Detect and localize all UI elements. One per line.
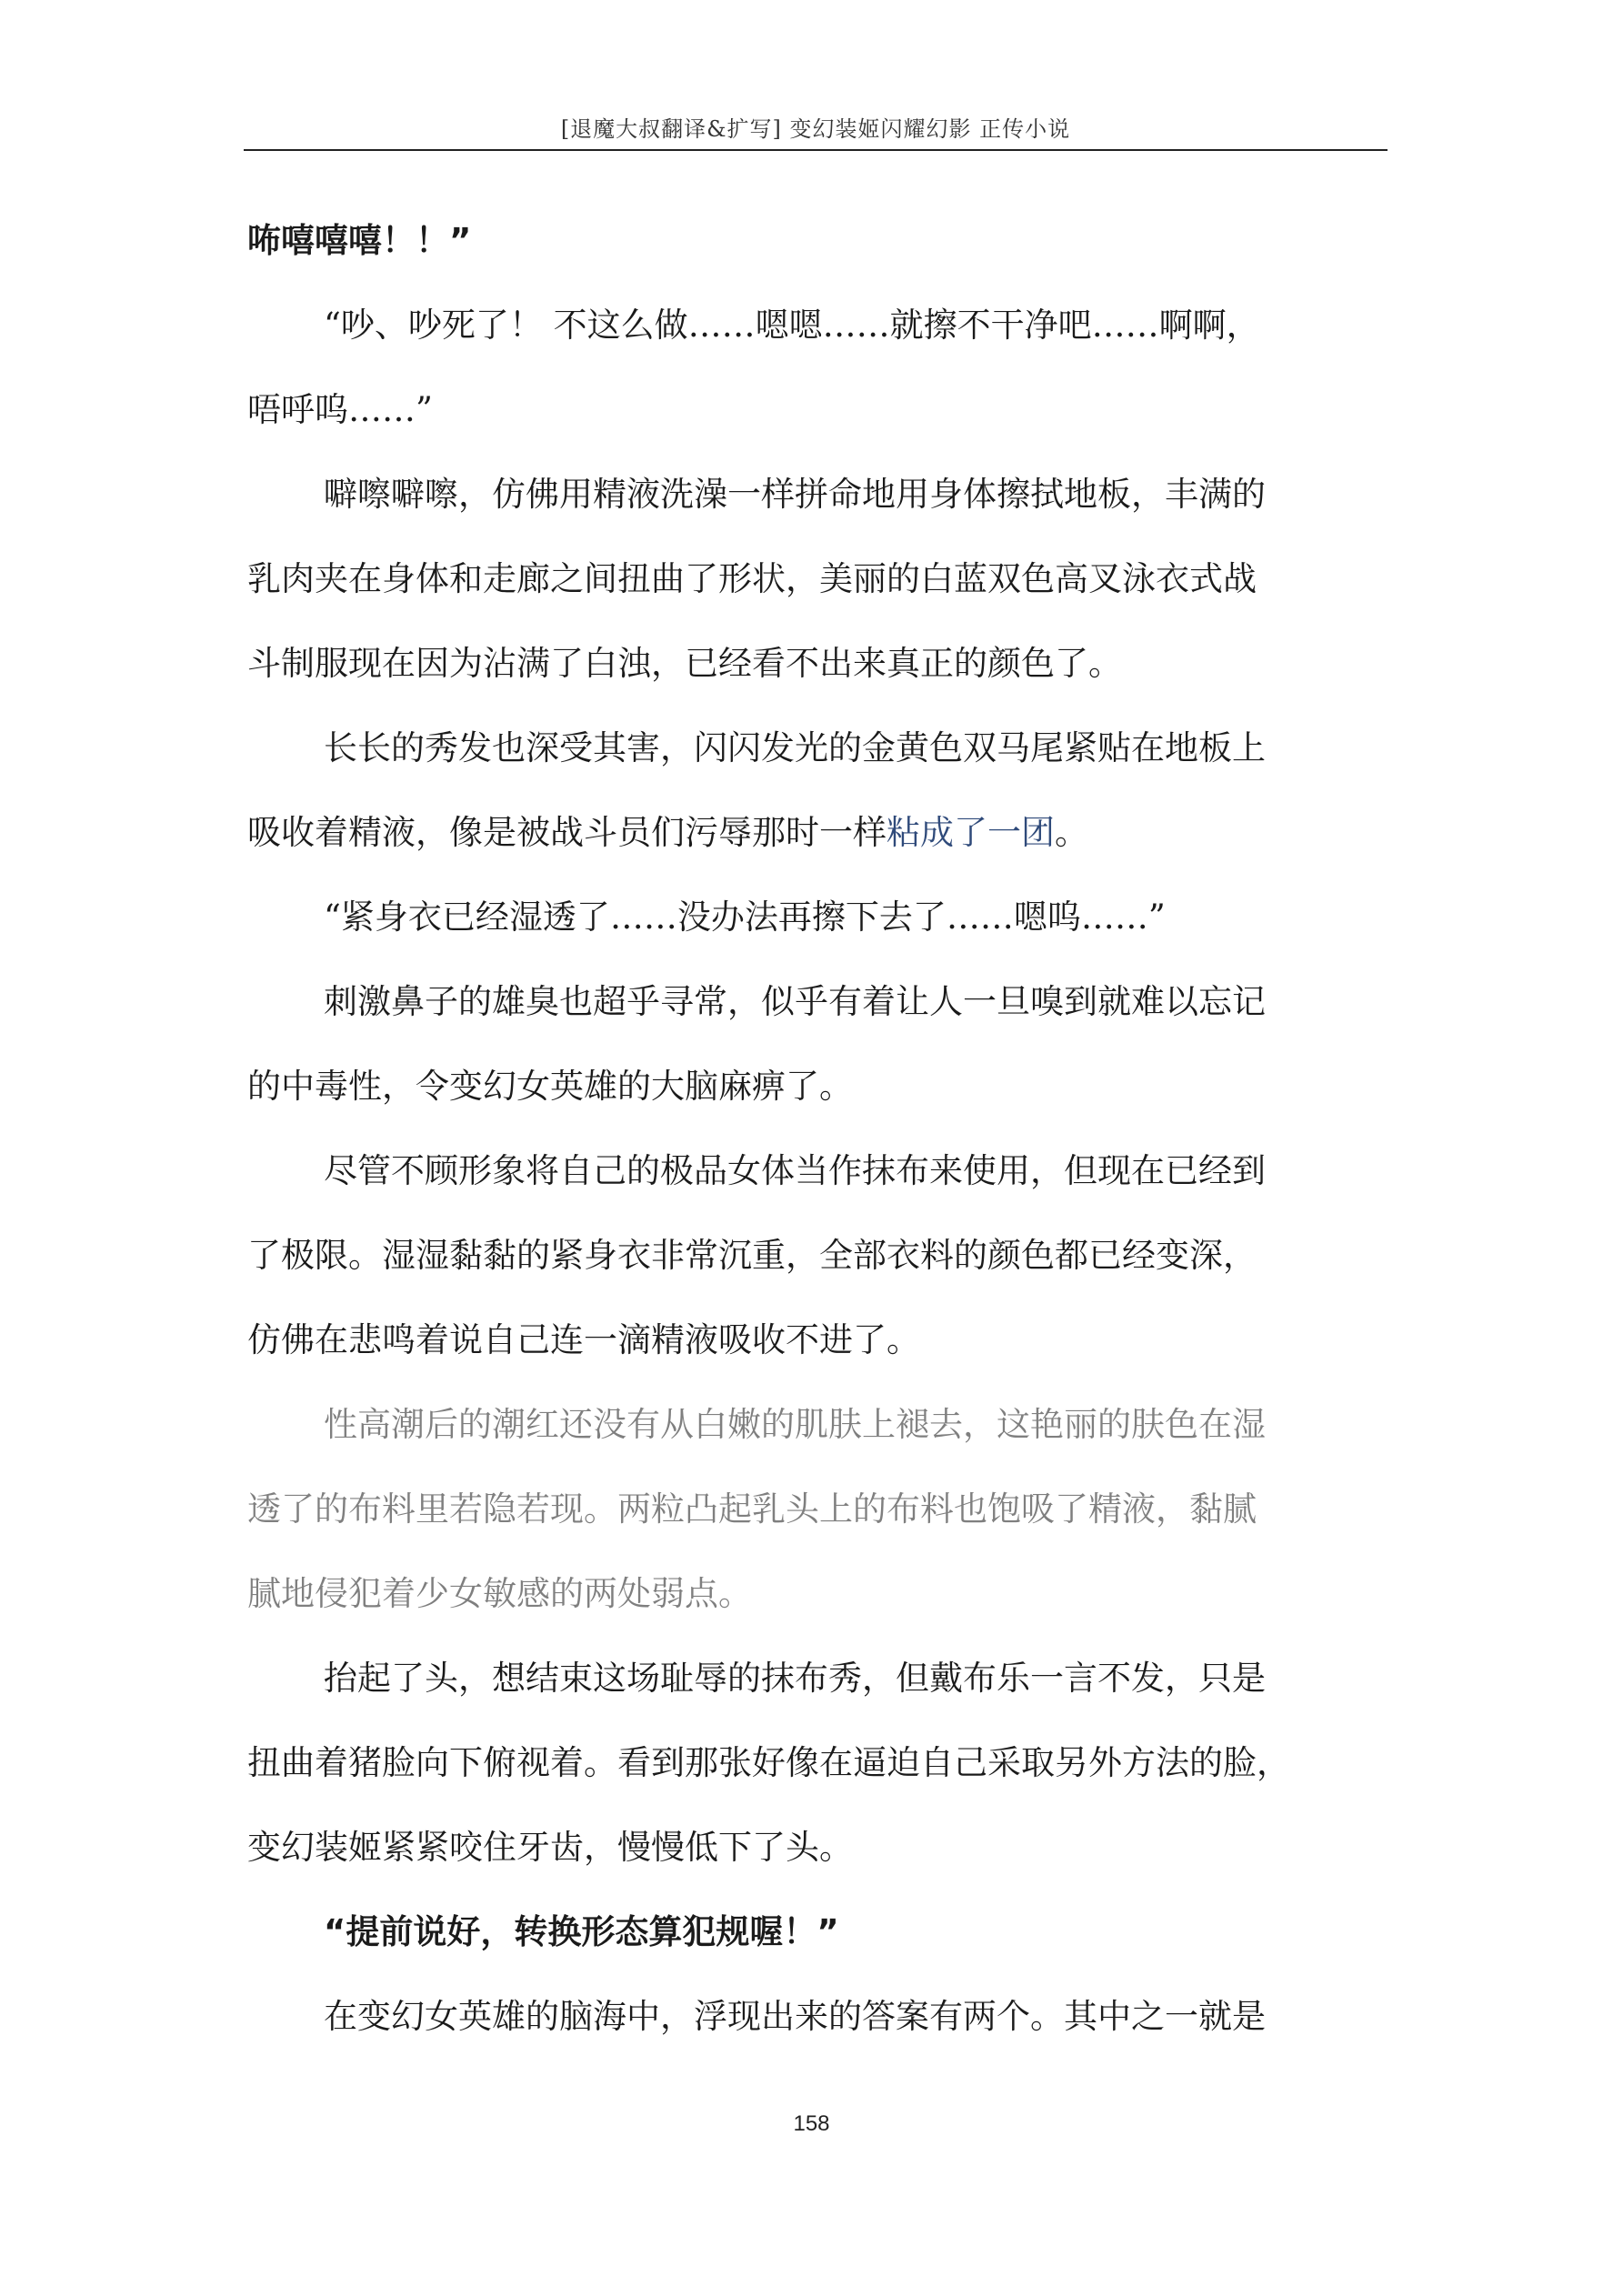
text-line-15: 性高潮后的潮红还没有从白嫩的肌肤上褪去，这艳丽的肤色在湿	[324, 1405, 1266, 1444]
text-line-17: 腻地侵犯着少女敏感的两处弱点。	[247, 1574, 752, 1613]
text-line-10: 刺激鼻子的雄臭也超乎寻常，似乎有着让人一旦嗅到就难以忘记	[324, 982, 1266, 1021]
text-line-12: 尽管不顾形象将自己的极品女体当作抹布来使用，但现在已经到	[324, 1151, 1266, 1190]
text-line-19: 扭曲着猪脸向下俯视着。看到那张好像在逼迫自己采取另外方法的脸，	[247, 1743, 1290, 1782]
running-header: [退魔大叔翻译&扩写] 变幻装姬闪耀幻影 正传小说	[560, 116, 1071, 142]
text-line-8-part-a: 吸收着精液，像是被战斗员们污辱那时一样	[247, 813, 887, 852]
text-line-2: “吵、吵死了！ 不这么做……嗯嗯……就擦不干净吧……啊啊，	[324, 306, 1260, 345]
text-line-4: 噼嚓噼嚓，仿佛用精液洗澡一样拼命地用身体擦拭地板，丰满的	[324, 475, 1266, 514]
text-line-8-part-c: 。	[1055, 813, 1088, 852]
text-line-16: 透了的布料里若隐若现。两粒凸起乳头上的布料也饱吸了精液，黏腻	[247, 1489, 1257, 1529]
text-line-3: 唔呼呜……”	[247, 390, 433, 429]
text-line-22: 在变幻女英雄的脑海中，浮现出来的答案有两个。其中之一就是	[324, 1997, 1266, 2036]
text-line-8-highlight: 粘成了一团	[887, 813, 1055, 852]
text-line-13: 了极限。湿湿黏黏的紧身衣非常沉重，全部衣料的颜色都已经变深，	[247, 1236, 1257, 1275]
text-line-20: 变幻装姬紧紧咬住牙齿，慢慢低下了头。	[247, 1828, 853, 1867]
text-line-11: 的中毒性，令变幻女英雄的大脑麻痹了。	[247, 1067, 853, 1106]
text-line-7: 长长的秀发也深受其害，闪闪发光的金黄色双马尾紧贴在地板上	[324, 728, 1266, 767]
page-number: 158	[793, 2111, 830, 2136]
header-divider	[244, 149, 1388, 151]
text-line-21: “提前说好，转换形态算犯规喔！”	[324, 1912, 839, 1951]
text-line-1: 咘嘻嘻嘻！！”	[247, 221, 472, 260]
text-line-6: 斗制服现在因为沾满了白浊，已经看不出来真正的颜色了。	[247, 644, 1122, 683]
text-line-8	[247, 812, 1088, 854]
text-line-14: 仿佛在悲鸣着说自己连一滴精液吸收不进了。	[247, 1320, 920, 1359]
text-line-18: 抬起了头，想结束这场耻辱的抹布秀，但戴布乐一言不发，只是	[324, 1659, 1266, 1698]
text-line-9: “紧身衣已经湿透了……没办法再擦下去了……嗯呜……”	[324, 897, 1166, 937]
text-line-5: 乳肉夹在身体和走廊之间扭曲了形状，美丽的白蓝双色高叉泳衣式战	[247, 559, 1257, 598]
